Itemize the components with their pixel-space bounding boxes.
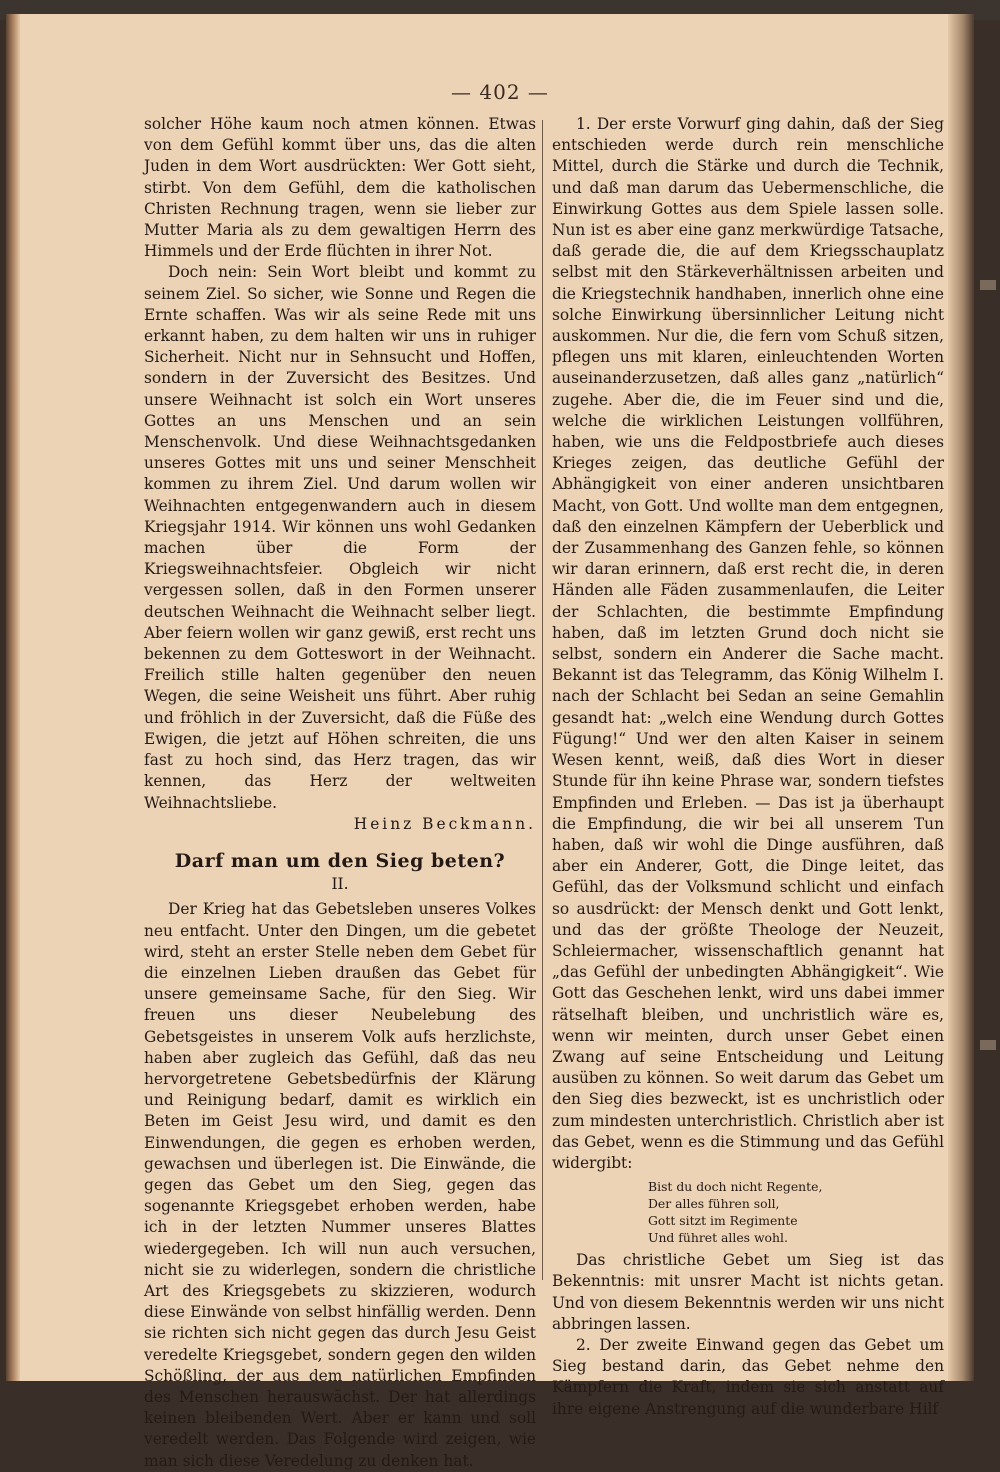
binding-mark <box>980 280 996 290</box>
paragraph: Das christliche Gebet um Sieg ist das Bekenntnis: mit unsrer Macht ist nichts getan. Und von diesem Bekenntnis werden wir uns nicht abbringen lassen. <box>552 1251 944 1333</box>
page-number: — 402 — <box>451 80 549 104</box>
right-column <box>552 114 944 1420</box>
verse-line: Gott sitzt im Regimente <box>648 1213 798 1229</box>
column-divider <box>542 120 543 1280</box>
verse-quote <box>648 1178 944 1246</box>
article-heading: Darf man um den Sieg beten? <box>174 849 506 872</box>
binding-mark <box>980 1040 996 1050</box>
paragraph: 1. Der erste Vorwurf ging dahin, daß der Sieg entschieden werde durch rein menschliche Mittel, durch die Stärke und durch die Technik, und daß man darum das Uebermenschliche, die Einwirkung Gottes aus dem Spiele lassen solle. Nun ist es aber eine ganz merkwürdige Tatsache, daß gerade die, die auf dem Kriegsschauplatz selbst mit den Stärkeverhältnissen arbeiten und die Kriegstechnik handhaben, innerlich ohne eine solche Einwirkung übersinnlicher Leitung nicht auskommen. Nur die, die fern vom Schuß sitzen, pflegen uns mit klaren, einleuchtenden Worten auseinanderzusetzen, daß alles ganz „natürlich“ zugehe. Aber die, die im Feuer sind und die, welche die wirklichen Leistungen vollführen, haben, wie uns die Feldpostbriefe auch dieses Krieges zeigen, das deutliche Gefühl der Abhängigkeit von einer anderen unsichtbaren Macht, von Gott. Und wollte man dem entgegnen, daß den einzelnen Kämpfern der Ueberblick und der Zusammenhang des Ganzen fehle, so können wir daran erinnern, daß erst recht die, in deren Händen alle Fäden zusammenlaufen, die Leiter der Schlachten, die bestimmte Empfindung haben, daß im letzten Grund doch nicht sie selbst, sondern ein Anderer die Sache macht. Bekannt ist das Telegramm, das König Wilhelm I. nach der Schlacht bei Sedan an seine Gemahlin gesandt hat: „welch eine Wendung durch Gottes Fügung!“ Und wer den alten Kaiser in seinem Wesen kennt, weiß, daß dies Wort in dieser Stunde für ihn keine Phrase war, sondern tiefstes Empfinden und Erleben. — Das ist ja überhaupt die Empfindung, die wir bei all unserem Tun haben, daß wir wohl die Dinge ausführen, daß aber ein Anderer, Gott, die Dinge leitet, das Gefühl, das der Volksmund schlicht und einfach so ausdrückt: der Mensch denkt und Gott lenkt, und das der größte Theologe der Neuzeit, Schleiermacher, wissenschaftlich genannt hat „das Gefühl der unbedingten Abhängigkeit“. Wie Gott das Geschehen lenkt, wird uns dabei immer rätselhaft bleiben, und unchristlich wäre es, wenn wir meinten, durch unser Gebet einen Zwang auf seine Entscheidung und Leitung ausüben zu können. So weit darum das Gebet um den Sieg dies bezweckt, ist es unchristlich oder zum mindesten unterchristlich. Christlich aber ist das Gebet, wenn es die Stimmung und das Gefühl widergibt: <box>552 115 944 1172</box>
verse-line: Der alles führen soll, <box>648 1196 780 1212</box>
paragraph: Doch nein: Sein Wort bleibt und kommt zu seinem Ziel. So sicher, wie Sonne und Regen die Ernte schaffen. Was wir als seine Rede mit uns erkannt haben, zu dem halten wir uns in ruhiger Sicherheit. Nicht nur in Sehnsucht und Hoffen, sondern in der Zuversicht des Besitzes. Und unsere Weihnacht ist solch ein Wort unseres Gottes an uns Menschen und an sein Menschenvolk. Und diese Weihnachtsgedanken unseres Gottes mit uns und seiner Menschheit kommen zu ihrem Ziel. Und darum wollen wir Weihnachten entgegenwandern auch in diesem Kriegsjahr 1914. Wir können uns wohl Gedanken machen über die Form der Kriegsweihnachtsfeier. Obgleich wir nicht vergessen sollen, daß in den Formen unserer deutschen Weihnacht die Weihnacht selber liegt. Aber feiern wollen wir ganz gewiß, erst recht uns bekennen zu dem Gotteswort in der Weihnacht. Freilich stille halten gegenüber den neuen Wegen, die seine Weisheit uns führt. Aber ruhig und fröhlich in der Zuversicht, daß die Füße des Ewigen, die jetzt auf Höhen schreiten, die uns fast zu hoch sind, das Herz tragen, das wir kennen, das Herz der weltweiten Weihnachtsliebe. <box>144 263 536 812</box>
book-gutter <box>6 14 20 1381</box>
verse-line: Bist du doch nicht Regente, <box>648 1179 823 1195</box>
section-number: II. <box>331 875 349 894</box>
page-right-edge <box>948 14 974 1381</box>
paragraph: 2. Der zweite Einwand gegen das Gebet um Sieg bestand darin, das Gebet nehme den Kämpfern die Kraft, indem sie sich anstatt auf ihre eigene Anstrengung auf die wunderbare Hilf <box>552 1335 944 1418</box>
paragraph: solcher Höhe kaum noch atmen können. Etwas von dem Gefühl kommt über uns, das die alten Juden in dem Wort ausdrückten: Wer Gott sieht, stirbt. Von dem Gefühl, dem die katholischen Christen Rechnung tragen, wenn sie lieber zur Mutter Maria als zu dem gewaltigen Herrn des Himmels und der Erde flüchten in ihrer Not. <box>144 115 536 261</box>
paragraph: Der Krieg hat das Gebetsleben unseres Volkes neu entfacht. Unter den Dingen, um die gebetet wird, steht an erster Stelle neben dem Gebet für die einzelnen Lieben draußen das Gebet für unsere gemeinsame Sache, für den Sieg. Wir freuen uns dieser Neubelebung des Gebetsgeistes in unserem Volk aufs herzlichste, haben aber zugleich das Gefühl, daß das neu hervorgetretene Gebetsbedürfnis der Klärung und Reinigung bedarf, damit es wirklich ein Beten im Geist Jesu wird, und damit es den Einwendungen, die gegen es erhoben werden, gewachsen und überlegen ist. Die Einwände, die gegen das Gebet um den Sieg, gegen das sogenannte Kriegsgebet erhoben werden, habe ich in der letzten Nummer unseres Blattes wiedergegeben. Ich will nun auch versuchen, nicht sie zu widerlegen, sondern die christliche Art des Kriegsgebets zu skizzieren, wodurch diese Einwände von selbst hinfällig werden. Denn sie richten sich nicht gegen das durch Jesu Geist veredelte Kriegsgebet, sondern gegen den wilden Schößling, der aus dem natürlichen Empfinden des Menschen herauswächst. Der hat allerdings keinen bleibenden Wert. Aber er kann und soll veredelt werden. Das Folgende wird zeigen, wie man sich diese Veredelung zu denken hat. <box>144 900 536 1470</box>
author-signature: Heinz Beckmann. <box>353 814 536 833</box>
verse-line: Und führet alles wohl. <box>648 1230 788 1246</box>
left-column <box>144 114 536 1472</box>
